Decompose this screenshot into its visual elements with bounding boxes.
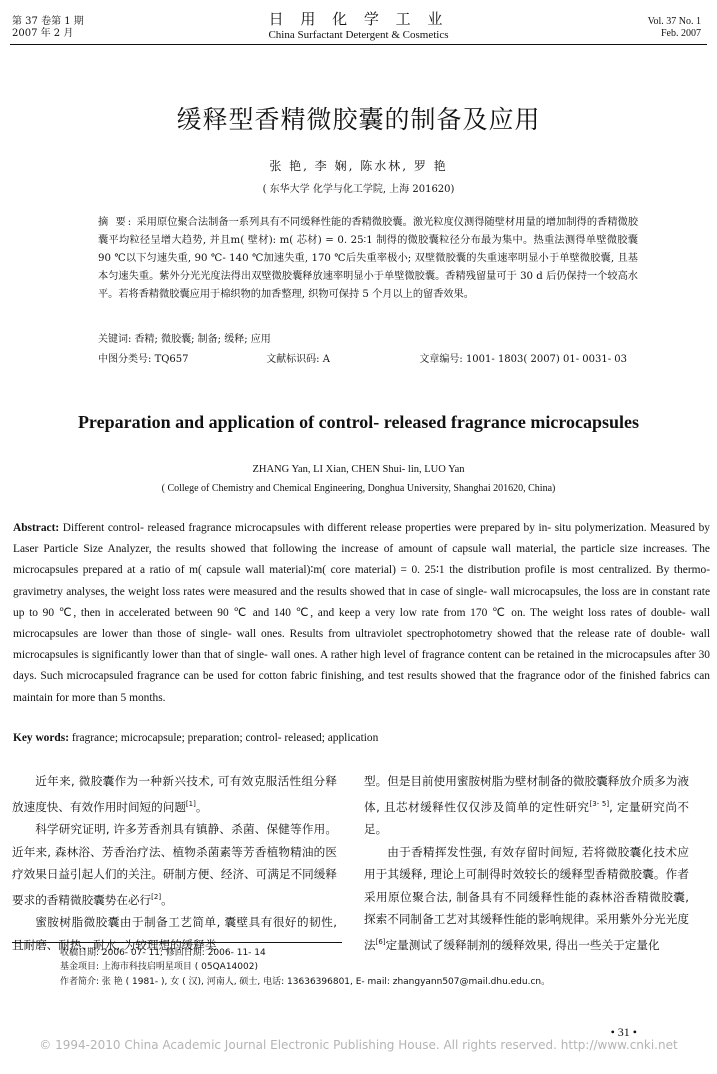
body-paragraph: 由于香精挥发性强, 有效存留时间短, 若将微胶囊化技术应用于其缓释, 理论上可制得时效较长的缓释型香精微胶囊。作者采用原位聚合法, 制备具有不同缓释性能的森林浴香精微胶囊, 探索不同制备工艺对其缓释性能的影响规律。采用紫外分光光度法[6]定量测试了缓释制剂的缓释效果, 得出一些关于定量化	[364, 844, 689, 952]
clc-label: 中图分类号:	[98, 354, 152, 365]
clc-code: TQ657	[154, 354, 189, 365]
footnote-fund: 基金项目: 上海市科技启明星项目 ( 05QA14002)	[60, 962, 258, 972]
abstract-cn	[98, 214, 638, 304]
affiliation-cn: ( 东华大学 化学与化工学院, 上海 201620)	[262, 184, 455, 195]
doc-code-label: 文献标识码:	[266, 354, 320, 365]
footnote-received: 收稿日期: 2006- 07- 11; 修回日期: 2006- 11- 14	[60, 948, 266, 958]
body-paragraph: 科学研究证明, 许多芳香剂具有镇静、杀菌、保健等作用。近年来, 森林浴、芳香治疗法、植物杀菌素等芳香植物精油的医疗效果日益引起人们的关注。研制方便、经济、可满足不同缓释要求的香精微胶囊势在必行[2]。	[12, 822, 337, 907]
date-en: Feb. 2007	[661, 28, 701, 39]
header-journal	[200, 10, 517, 42]
abstract-cn-text: 采用原位聚合法制备一系列具有不同缓释性能的香精微胶囊。激光粒度仪测得随壁材用量的增加制得的香精微胶囊平均粒径呈增大趋势, 并且m( 壁材): m( 芯材) = 0. 25∶1 制得的微胶囊粒径分布最为集中。热重法测得单壁微胶囊 90 ℃以下匀速失重, 90 ℃- 140 ℃加速失重, 170 ℃后失重率极小; 双壁微胶囊的失重速率明显小于单壁微胶囊, 且基本匀速失重。紫外分光光度法得出双壁微胶囊释放速率明显小于单壁微胶囊。香精残留量可于 30 d 后仍保持一个较高水平。若将香精微胶囊应用于棉织物的加香整理, 织物可保持 5 个月以上的留香效果。	[98, 217, 639, 300]
abstract-cn-label: 摘 要:	[98, 217, 134, 228]
keywords-en-text: fragrance; microcapsule; preparation; control- released; application	[71, 732, 379, 744]
citation-ref[interactable]: [3- 5]	[589, 799, 610, 808]
keywords-cn-text: 香精; 微胶囊; 制备; 缓释; 应用	[134, 334, 271, 345]
header-volume-en	[648, 16, 701, 40]
date-cn: 2007 年 2 月	[12, 28, 74, 39]
title-en: Preparation and application of control- released fragrance microcapsules	[77, 412, 640, 432]
keywords-cn	[98, 330, 658, 345]
authors-cn: 张 艳, 李 娴, 陈水林, 罗 艳	[269, 159, 448, 173]
copyright-watermark: © 1994-2010 China Academic Journal Electronic Publishing House. All rights reserved. http://www.cnki.net	[39, 1038, 678, 1052]
keywords-en	[13, 732, 710, 744]
title-cn: 缓释型香精微胶囊的制备及应用	[176, 105, 541, 134]
citation-ref[interactable]: [1]	[185, 799, 196, 808]
footnote-divider	[12, 942, 342, 943]
doc-code: A	[322, 354, 330, 365]
journal-name-en: China Surfactant Detergent & Cosmetics	[268, 29, 449, 41]
article-no-label: 文章编号:	[419, 354, 463, 365]
abstract-en	[13, 518, 710, 709]
classification-line	[98, 350, 658, 365]
body-column-right	[364, 770, 689, 956]
header-volume-cn	[12, 16, 84, 40]
affiliation-en: ( College of Chemistry and Chemical Engineering, Donghua University, Shanghai 201620, China)	[161, 483, 556, 494]
volume-cn: 第 37 卷第 1 期	[12, 16, 84, 27]
abstract-en-text: Different control- released fragrance microcapsules with different release properties were prepared by in- situ polymerization. Measured by Laser Particle Size Analyzer, the results showed that following the increase of amount of capsule wall material, the particle size increases. The microcapsules prepared at a ratio of m( capsule wall material)∶m( core material) = 0. 25∶1 the distribution profile is most centralized. By thermo- gravimetry analyses, the weight loss rates were measured and the results showed that in case of single- wall microcapsules, the loss are in constant rate up to 90 ℃, then in accelerated between 90 ℃ and 140 ℃, and keep a very low rate from 170 ℃ on. The weight loss rates of double- wall microcapsules are lower than those of single- wall ones. Results from ultraviolet spectrophotometry showed that the release rate of double- wall microcapsules is significantly lower than that of single- wall ones. A rather high level of fragrance content can be retained in the microcapsules after 30 days. Such microcapsuled fragrance can be used for cotton fabric finishing, and test results showed that the fragrance odor of the finished fabrics can maintain for more than 5 months.	[13, 522, 710, 704]
abstract-en-label: Abstract:	[13, 522, 60, 534]
body-paragraph: 型。但是目前使用蜜胺树脂为壁材制备的微胶囊释放介质多为液体, 且芯材缓释性仅仅涉及简单的定性研究[3- 5], 定量研究尚不足。	[364, 774, 689, 837]
keywords-en-label: Key words:	[13, 732, 69, 744]
body-paragraph: 近年来, 微胶囊作为一种新兴技术, 可有效克服活性组分释放速度快、有效作用时间短的问题[1]。	[12, 774, 337, 814]
authors-en: ZHANG Yan, LI Xian, CHEN Shui- lin, LUO Yan	[252, 464, 465, 475]
citation-ref[interactable]: [2]	[151, 892, 162, 901]
article-no: 1001- 1803( 2007) 01- 0031- 03	[465, 354, 628, 365]
volume-en: Vol. 37 No. 1	[647, 16, 701, 27]
page-number: • 31 •	[610, 1025, 637, 1039]
footnote-author: 作者简介: 张 艳 ( 1981- ), 女 ( 汉), 河南人, 硕士, 电话: 13636396801, E- mail: zhangyann507@mail.dhu.edu.cn。	[60, 977, 551, 987]
body-column-left	[12, 770, 337, 956]
header-divider	[10, 44, 707, 45]
keywords-cn-label: 关键词:	[98, 334, 132, 345]
journal-name-cn: 日 用 化 学 工 业	[268, 10, 449, 28]
body-paragraph: 蜜胺树脂微胶囊由于制备工艺简单, 囊壁具有很好的韧性, 且耐磨、耐热、耐水, 为较理想的缓释类	[12, 915, 337, 952]
citation-ref[interactable]: [6]	[375, 938, 386, 947]
